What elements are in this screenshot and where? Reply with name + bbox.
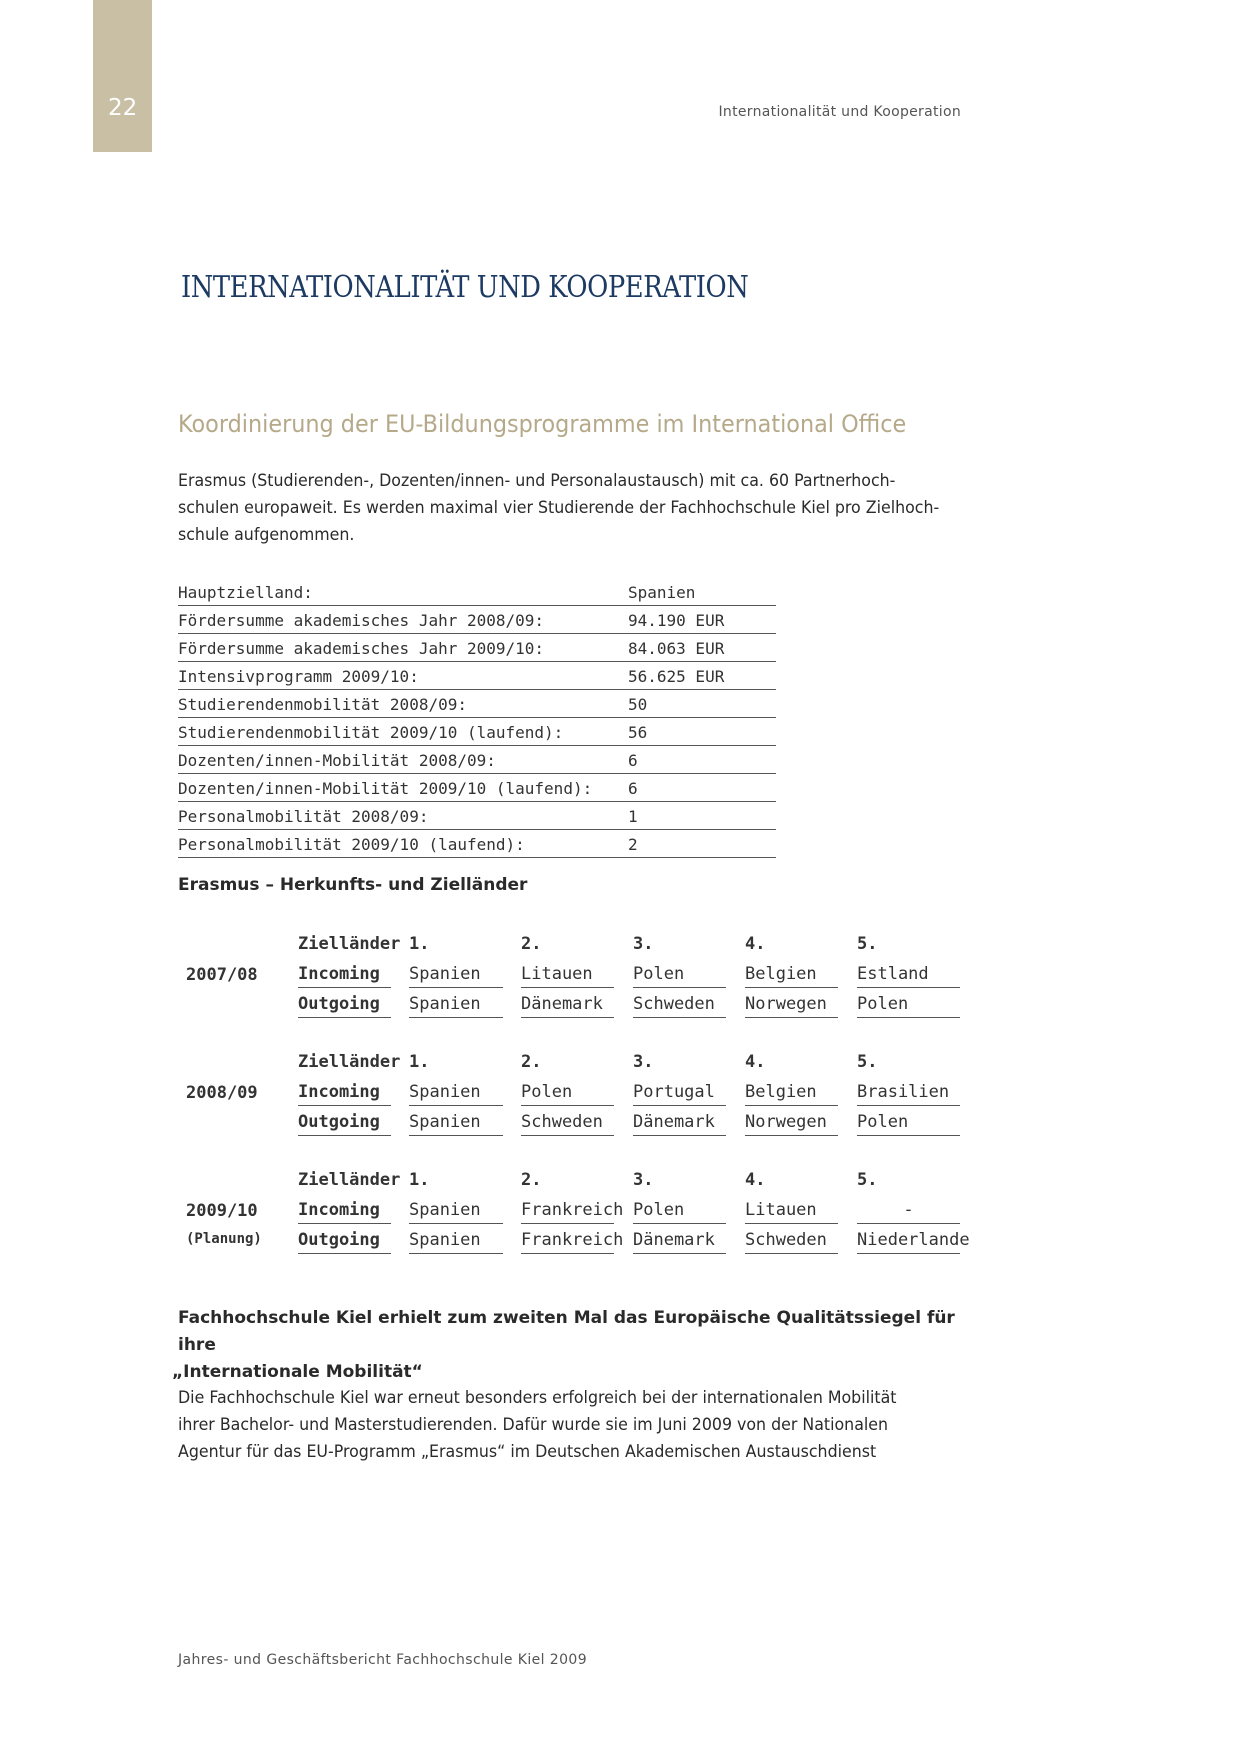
fact-value: 6 [628, 746, 776, 774]
page-number: 22 [108, 95, 138, 121]
rank: 4. [745, 1052, 766, 1072]
country: Schweden [745, 1230, 838, 1254]
country: Polen [857, 994, 960, 1018]
incoming-label: Incoming [298, 1200, 391, 1224]
fact-label: Fördersumme akademisches Jahr 2008/09: [178, 606, 628, 634]
country: Brasilien [857, 1082, 960, 1106]
incoming-label: Incoming [298, 964, 391, 988]
quality-heading [172, 1305, 972, 1386]
intro-line: schule aufgenommen. [178, 525, 355, 545]
country: Litauen [745, 1200, 838, 1224]
country: Dänemark [633, 1230, 726, 1254]
table-row [178, 578, 776, 606]
quality-heading-line: „Internationale Mobilität“ [172, 1362, 423, 1382]
country: Norwegen [745, 994, 838, 1018]
fact-value: 1 [628, 802, 776, 830]
fact-value: Spanien [628, 578, 776, 606]
fact-label: Dozenten/innen-Mobilität 2008/09: [178, 746, 628, 774]
running-head: Internationalität und Kooperation [718, 104, 961, 120]
fact-value: 84.063 EUR [628, 634, 776, 662]
fact-label: Studierendenmobilität 2008/09: [178, 690, 628, 718]
rank: 1. [409, 1052, 430, 1072]
intro-line: schulen europaweit. Es werden maximal vier Studierende der Fachhochschule Kiel pro Zielhoch- [178, 498, 940, 518]
outgoing-label: Outgoing [298, 994, 391, 1018]
table-row [178, 690, 776, 718]
quality-line: ihrer Bachelor- und Masterstudierenden. Dafür wurde sie im Juni 2009 von der Nationalen [178, 1415, 889, 1435]
country: Polen [521, 1082, 614, 1106]
table-row [178, 802, 776, 830]
rank: 1. [409, 934, 430, 954]
table-row [178, 774, 776, 802]
table-row [178, 746, 776, 774]
erasmus-facts-table [178, 578, 776, 858]
country: Polen [857, 1112, 960, 1136]
table-row [178, 830, 776, 858]
quality-line: Die Fachhochschule Kiel war erneut besonders erfolgreich bei der internationalen Mobilität [178, 1388, 897, 1408]
country: Niederlande [857, 1230, 960, 1254]
mobility-block-2008-09 [178, 1043, 968, 1137]
country: Polen [633, 1200, 726, 1224]
year-label: 2008/09 [186, 1083, 258, 1103]
rank: 5. [857, 1170, 878, 1190]
country: - [857, 1200, 960, 1224]
fact-value: 50 [628, 690, 776, 718]
quality-heading-line: Fachhochschule Kiel erhielt zum zweiten Mal das Europäische Qualitätssiegel für ihre [178, 1308, 955, 1355]
rank: 3. [633, 1170, 654, 1190]
table-row [178, 606, 776, 634]
fact-label: Intensivprogramm 2009/10: [178, 662, 628, 690]
quality-line: Agentur für das EU-Programm „Erasmus“ im Deutschen Akademischen Austauschdienst [178, 1442, 877, 1462]
header-label: Zielländer [298, 934, 401, 954]
header-label: Zielländer [298, 1170, 401, 1190]
country: Frankreich [521, 1230, 614, 1254]
country: Belgien [745, 1082, 838, 1106]
mobility-block-2009-10 [178, 1161, 968, 1255]
country: Spanien [409, 1230, 503, 1254]
incoming-label: Incoming [298, 1082, 391, 1106]
rank: 5. [857, 934, 878, 954]
table-row [178, 634, 776, 662]
page-footer: Jahres- und Geschäftsbericht Fachhochschule Kiel 2009 [178, 1652, 588, 1668]
fact-label: Personalmobilität 2008/09: [178, 802, 628, 830]
section-subtitle: Koordinierung der EU-Bildungsprogramme im International Office [178, 410, 907, 438]
fact-value: 56 [628, 718, 776, 746]
country: Spanien [409, 994, 503, 1018]
country: Frankreich [521, 1200, 614, 1224]
fact-value: 94.190 EUR [628, 606, 776, 634]
fact-value: 2 [628, 830, 776, 858]
intro-line: Erasmus (Studierenden-, Dozenten/innen- und Personalaustausch) mit ca. 60 Partnerhoch- [178, 471, 896, 491]
year-note: (Planung) [186, 1231, 262, 1247]
year-label: 2007/08 [186, 965, 258, 985]
rank: 2. [521, 1052, 542, 1072]
country: Estland [857, 964, 960, 988]
country: Spanien [409, 1082, 503, 1106]
country: Schweden [521, 1112, 614, 1136]
fact-label: Personalmobilität 2009/10 (laufend): [178, 830, 628, 858]
country: Dänemark [521, 994, 614, 1018]
country: Norwegen [745, 1112, 838, 1136]
table-row [178, 662, 776, 690]
fact-label: Hauptzielland: [178, 578, 628, 606]
country: Belgien [745, 964, 838, 988]
table-row [178, 718, 776, 746]
outgoing-label: Outgoing [298, 1230, 391, 1254]
page-title: INTERNATIONALITÄT UND KOOPERATION [181, 270, 749, 305]
fact-label: Dozenten/innen-Mobilität 2009/10 (laufend): [178, 774, 628, 802]
mobility-heading: Erasmus – Herkunfts- und Zielländer [178, 875, 528, 895]
mobility-block-2007-08 [178, 925, 968, 1019]
country: Litauen [521, 964, 614, 988]
rank: 5. [857, 1052, 878, 1072]
country: Portugal [633, 1082, 726, 1106]
intro-paragraph [178, 468, 940, 549]
country: Spanien [409, 964, 503, 988]
fact-label: Studierendenmobilität 2009/10 (laufend): [178, 718, 628, 746]
rank: 3. [633, 1052, 654, 1072]
country: Schweden [633, 994, 726, 1018]
fact-value: 56.625 EUR [628, 662, 776, 690]
country: Dänemark [633, 1112, 726, 1136]
rank: 2. [521, 1170, 542, 1190]
header-label: Zielländer [298, 1052, 401, 1072]
rank: 4. [745, 934, 766, 954]
quality-paragraph [178, 1385, 922, 1466]
year-label: 2009/10 [186, 1201, 258, 1221]
country: Spanien [409, 1112, 503, 1136]
fact-value: 6 [628, 774, 776, 802]
page-number-tab [93, 0, 152, 152]
outgoing-label: Outgoing [298, 1112, 391, 1136]
rank: 4. [745, 1170, 766, 1190]
country: Spanien [409, 1200, 503, 1224]
rank: 2. [521, 934, 542, 954]
rank: 3. [633, 934, 654, 954]
fact-label: Fördersumme akademisches Jahr 2009/10: [178, 634, 628, 662]
country: Polen [633, 964, 726, 988]
rank: 1. [409, 1170, 430, 1190]
